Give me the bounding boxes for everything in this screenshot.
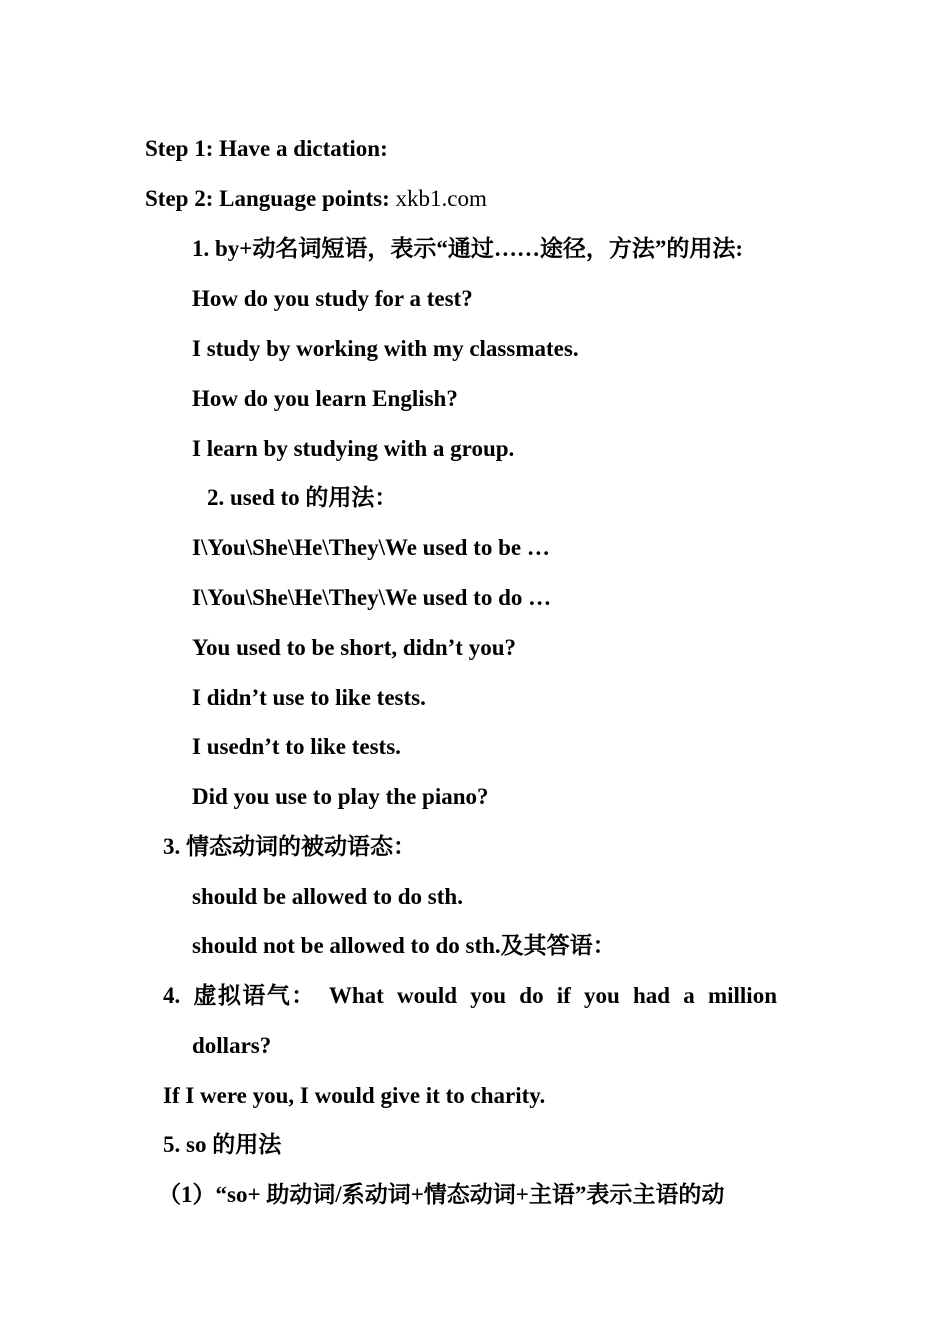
example-line: should be allowed to do sth. xyxy=(192,884,463,909)
step-2-heading xyxy=(145,184,487,214)
example-line: I learn by studying with a group. xyxy=(192,436,515,461)
example-line: I usedn’t to like tests. xyxy=(192,734,401,759)
example-line: I didn’t use to like tests. xyxy=(192,685,426,710)
point-4-heading: 4. 虚拟语气： What would you do if you had a million xyxy=(163,983,777,1008)
example-line: How do you study for a test? xyxy=(192,286,473,311)
example-line: How do you learn English? xyxy=(192,386,458,411)
example-line: If I were you, I would give it to charity. xyxy=(163,1083,546,1108)
point-5-heading: 5. so 的用法 xyxy=(163,1132,282,1157)
step-2-label: Step 2: Language points: xyxy=(145,186,390,211)
example-line: I\You\She\He\They\We used to do … xyxy=(192,585,552,610)
example-line: I study by working with my classmates. xyxy=(192,336,579,361)
step-1-heading: Step 1: Have a dictation: xyxy=(145,136,388,161)
point-2-heading: 2. used to 的用法： xyxy=(207,485,398,510)
point-5-subitem: （1）“so+ 助动词/系动词+情态动词+主语”表示主语的动 xyxy=(158,1182,725,1207)
example-line: should not be allowed to do sth.及其答语： xyxy=(192,933,616,958)
point-1-heading: 1. by+动名词短语，表示“通过……途径，方法”的用法: xyxy=(192,236,744,261)
point-4-continuation: dollars? xyxy=(192,1033,272,1058)
example-line: You used to be short, didn’t you? xyxy=(192,635,516,660)
example-line: I\You\She\He\They\We used to be … xyxy=(192,535,550,560)
point-3-heading: 3. 情态动词的被动语态： xyxy=(163,834,416,859)
source-text: xkb1.com xyxy=(389,186,487,211)
example-line: Did you use to play the piano? xyxy=(192,784,489,809)
